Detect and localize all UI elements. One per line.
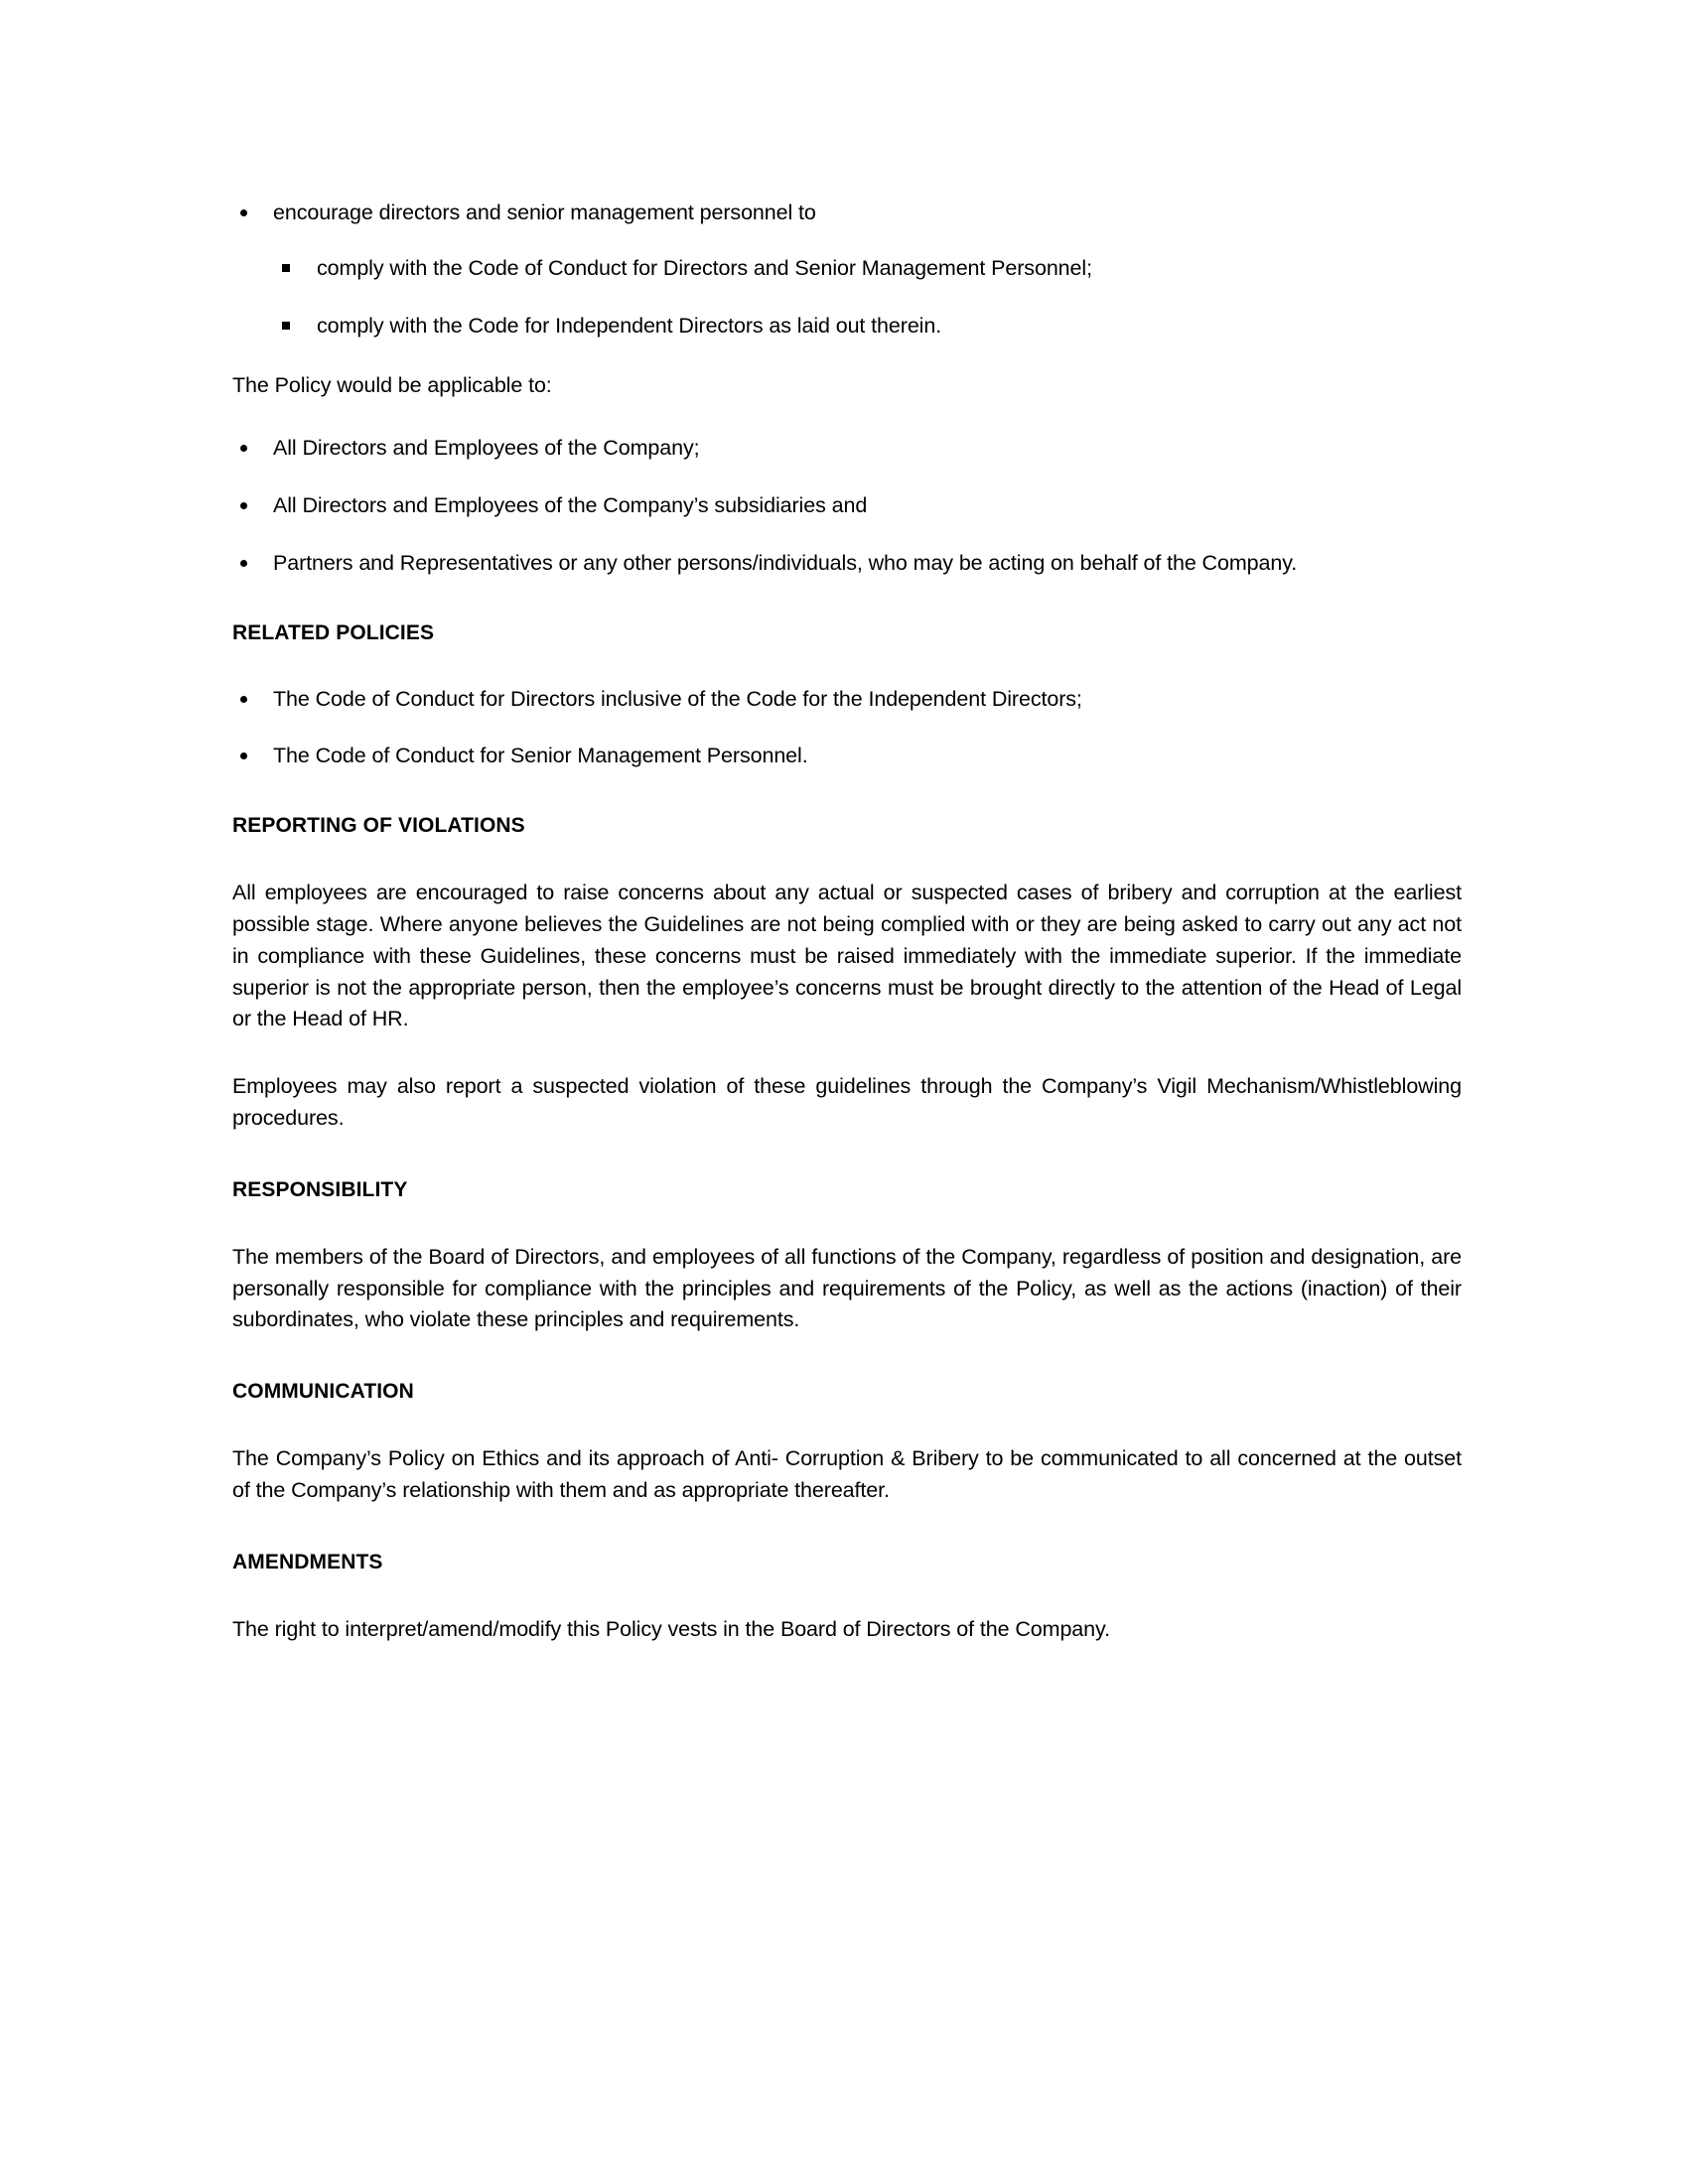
- sub-bullet-text: comply with the Code for Independent Directors as laid out therein.: [317, 313, 942, 338]
- section-heading-responsibility: RESPONSIBILITY: [232, 1177, 408, 1201]
- related-policy-text: The Code of Conduct for Directors inclusive of the Code for the Independent Directors;: [273, 686, 1082, 711]
- intro-sub-bullet-list: [273, 254, 1462, 341]
- reporting-paragraph-1: All employees are encouraged to raise concerns about any actual or suspected cases of bribery and corruption at the earliest possible stage. Where anyone believes the Guidelines are not being complied with or they are being asked to carry out any act not in compliance with these Guidelines, these concerns must be raised immediately with the immediate superior. If the immediate superior is not the appropriate person, then the employee’s concerns must be brought directly to the attention of the Head of Legal or the Head of HR.: [232, 881, 1462, 1031]
- related-policy-text: The Code of Conduct for Senior Management Personnel.: [273, 744, 808, 768]
- section-heading-communication: COMMUNICATION: [232, 1380, 414, 1404]
- list-item: [232, 742, 1462, 770]
- section-heading-amendments: AMENDMENTS: [232, 1550, 383, 1573]
- amendments-paragraph-1: The right to interpret/amend/modify this Policy vests in the Board of Directors of the Company.: [232, 1616, 1110, 1641]
- list-item: [232, 685, 1462, 714]
- sub-bullet-text: comply with the Code of Conduct for Directors and Senior Management Personnel;: [317, 255, 1092, 280]
- list-item: [232, 434, 1462, 463]
- section-heading-reporting-of-violations: REPORTING OF VIOLATIONS: [232, 814, 525, 838]
- intro-bullet-text: encourage directors and senior management personnel to: [273, 201, 816, 224]
- reporting-paragraph-2: Employees may also report a suspected violation of these guidelines through the Company’s Vigil Mechanism/Whistleblowing procedures.: [232, 1074, 1462, 1131]
- list-item: [232, 549, 1462, 578]
- list-item: [232, 491, 1462, 520]
- intro-bullet-list: [232, 199, 1462, 340]
- responsibility-paragraph-1: The members of the Board of Directors, and employees of all functions of the Company, regardless of position and designation, are personally responsible for compliance with the principles and requirements of the Policy, as well as the actions (inaction) of their subordinates, who violate these principles and requirements.: [232, 1244, 1462, 1332]
- list-item: [273, 312, 1462, 341]
- applicability-item-text: Partners and Representatives or any other persons/individuals, who may be acting on behalf of the Company.: [273, 550, 1298, 575]
- applicability-item-text: All Directors and Employees of the Company;: [273, 436, 700, 461]
- applicability-bullet-list: [232, 434, 1462, 577]
- related-policies-list: [232, 685, 1462, 771]
- applicability-lead: The Policy would be applicable to:: [232, 373, 552, 398]
- list-item: [273, 254, 1462, 283]
- section-heading-related-policies: RELATED POLICIES: [232, 620, 435, 644]
- list-item: [232, 199, 1462, 340]
- communication-paragraph-1: The Company’s Policy on Ethics and its approach of Anti- Corruption & Bribery to be communicated to all concerned at the outset of the Company’s relationship with them and as appropriate thereafter.: [232, 1446, 1462, 1503]
- applicability-item-text: All Directors and Employees of the Company’s subsidiaries and: [273, 492, 868, 517]
- page-content: [232, 199, 1462, 1646]
